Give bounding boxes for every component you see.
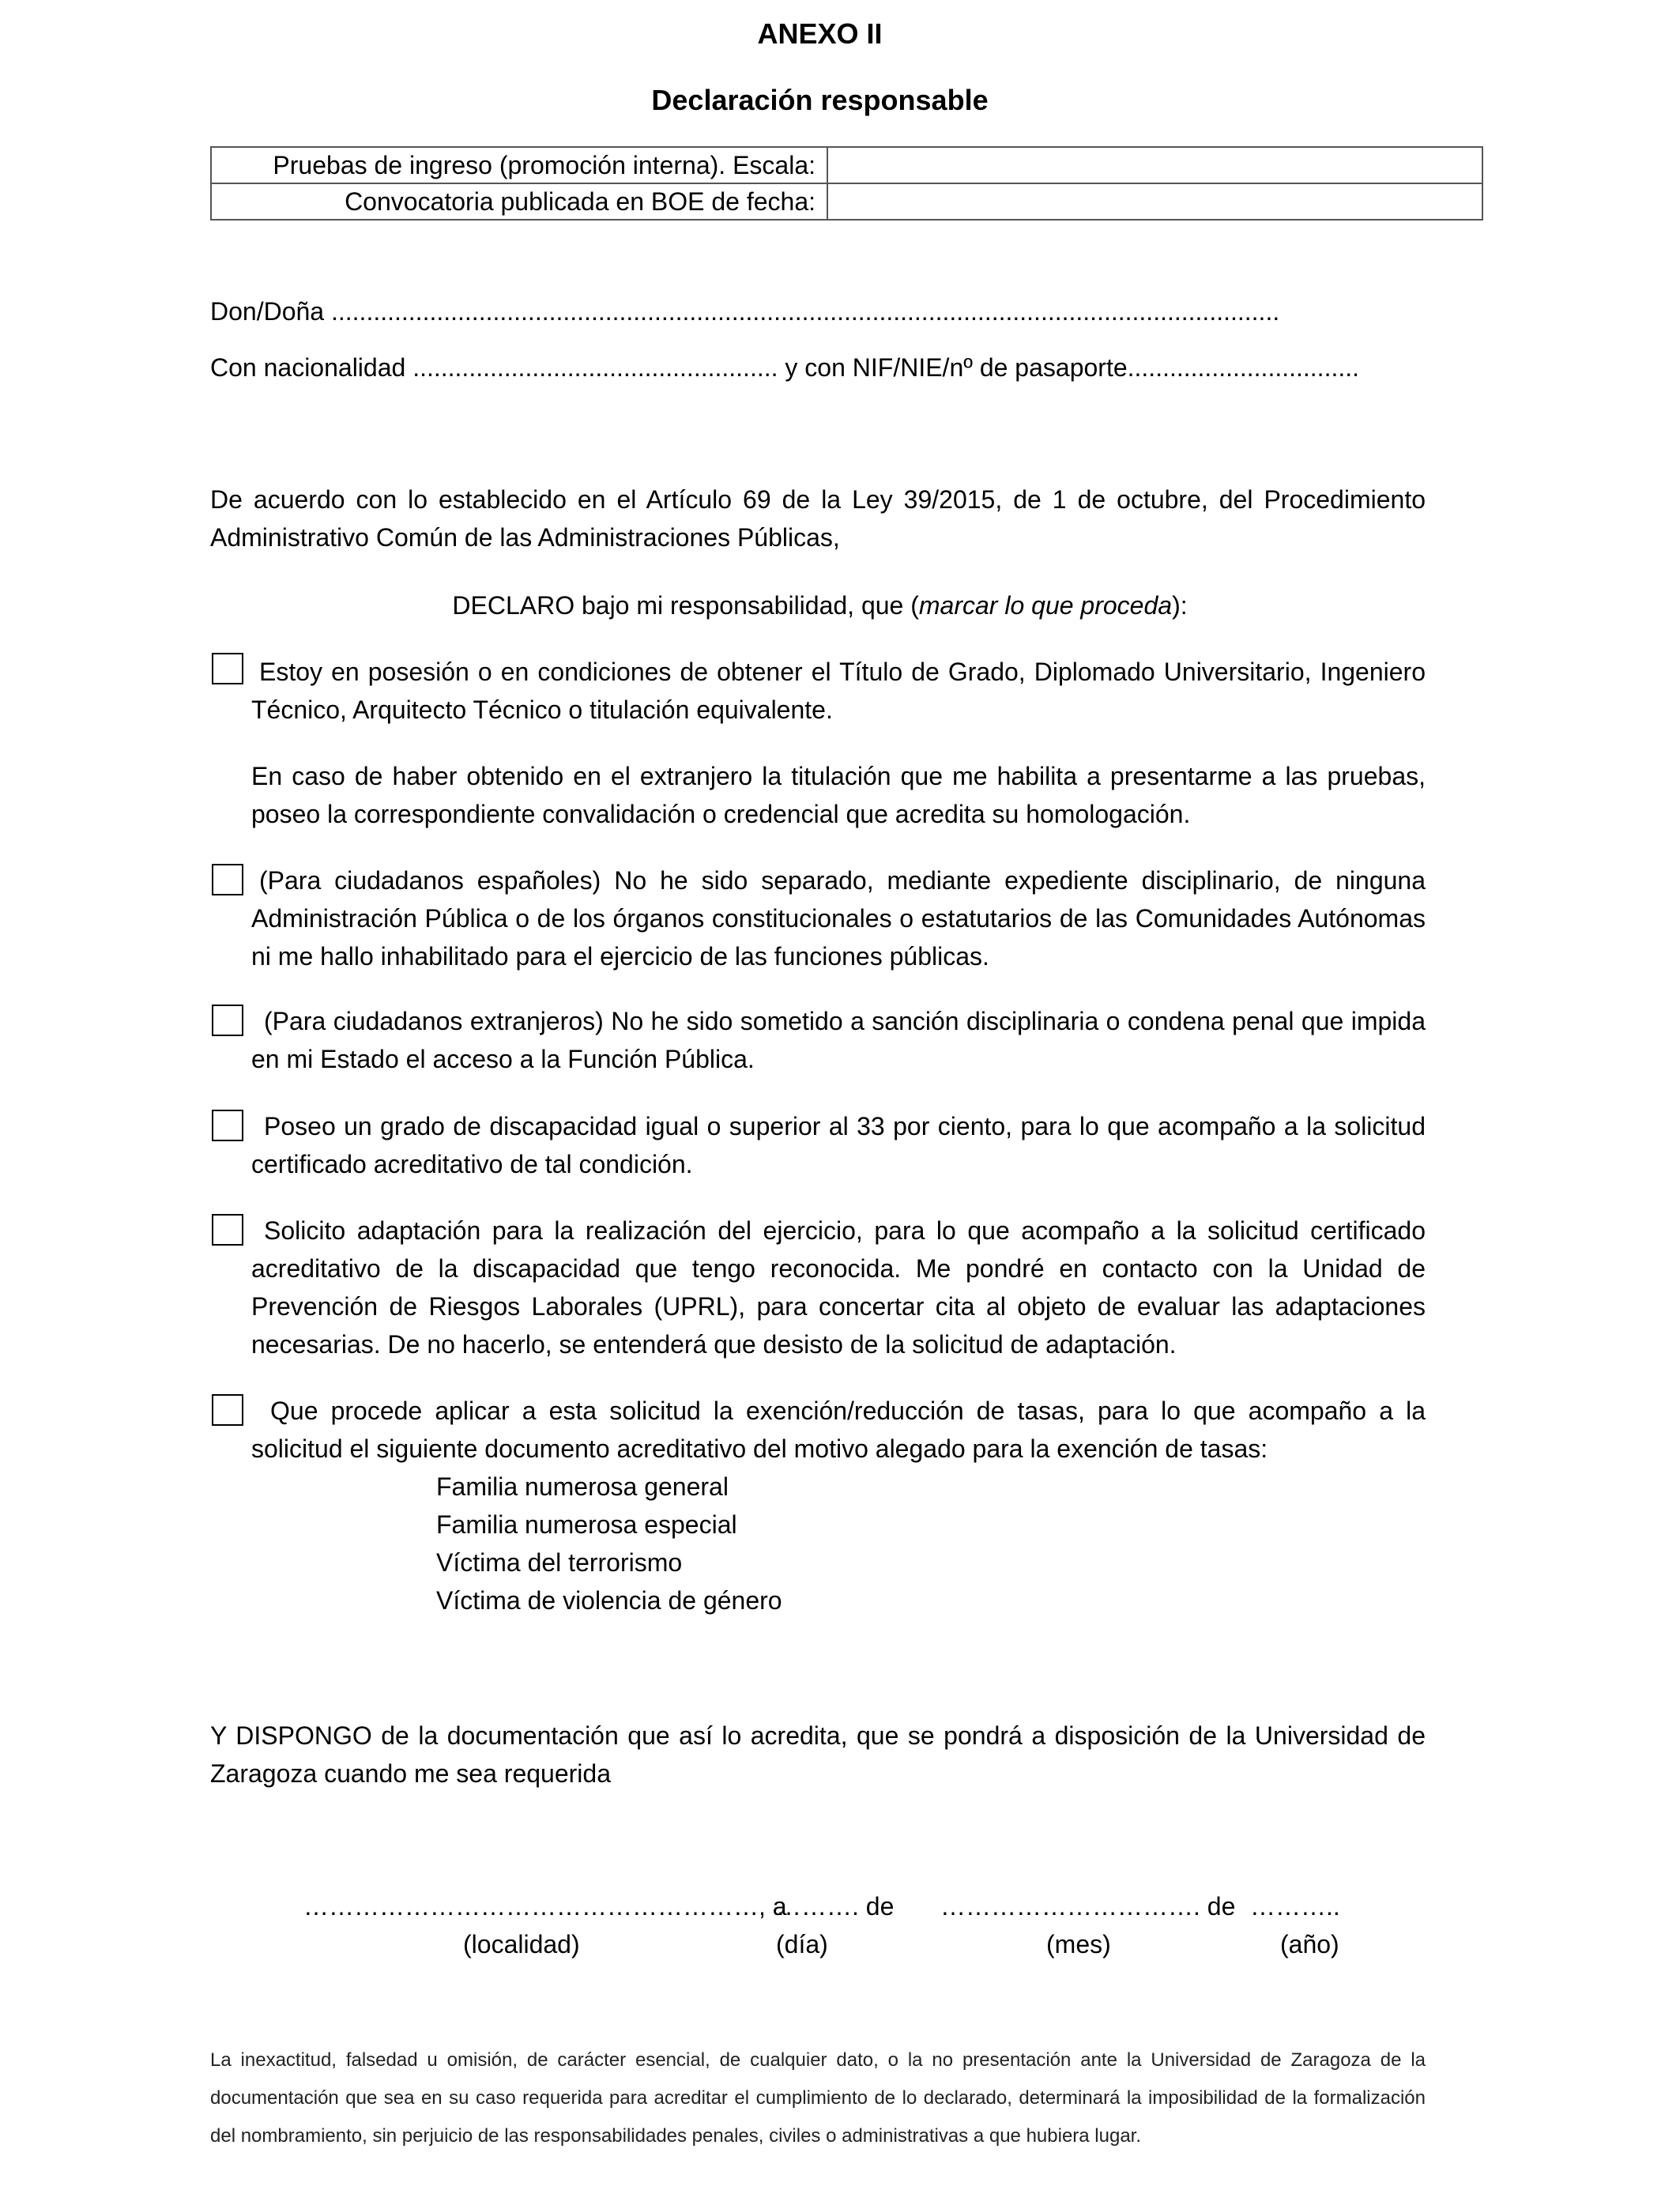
checkbox-exencion[interactable]	[212, 1394, 243, 1426]
page-subtitle: Declaración responsable	[651, 84, 989, 116]
item-discapacidad: Poseo un grado de discapacidad igual o superior al 33 por ciento, para lo que acompaño a la solicitud certificado acreditativo de tal condición.	[251, 1112, 1426, 1178]
dia-field[interactable]: ………. de	[776, 1892, 895, 1921]
header-table	[210, 146, 1483, 221]
declaro-prefix: DECLARO bajo mi responsabilidad, que (	[452, 591, 919, 620]
footnote: La inexactitud, falsedad u omisión, de carácter esencial, de cualquier dato, o la no presentación ante la Universidad de Zaragoza de la documentación que sea en su caso requerida para acreditar el cumplimiento de lo declarado, determinará la imposibilidad de la formalización del nombramiento, sin perjuicio de las responsabilidades penales, civiles o administrativas a que hubiera lugar.	[210, 2049, 1426, 2147]
mes-field[interactable]: …………………………. de	[940, 1892, 1236, 1921]
escala-label: Pruebas de ingreso (promoción interna). Escala:	[211, 147, 827, 183]
boe-fecha-label: Convocatoria publicada en BOE de fecha:	[211, 183, 827, 220]
declaro-italic: marcar lo que proceda	[918, 591, 1173, 620]
table-row	[211, 183, 1482, 220]
list-item: Víctima de violencia de género	[436, 1586, 782, 1615]
declaro-suffix: ):	[1172, 591, 1188, 620]
localidad-label: (localidad)	[463, 1930, 580, 1958]
table-row	[211, 147, 1482, 183]
localidad-field[interactable]: ………………………………………………, a	[303, 1892, 787, 1921]
dispongo-paragraph: Y DISPONGO de la documentación que así lo acredita, que se pondrá a disposición de la Universidad de Zaragoza cuando me sea requerida	[210, 1721, 1426, 1788]
item-extranjero-titulacion: En caso de haber obtenido en el extranjero la titulación que me habilita a presentarme a las pruebas, poseo la correspondiente convalidación o credencial que acredita su homologación.	[251, 762, 1426, 828]
list-item: Familia numerosa especial	[436, 1510, 737, 1539]
checkbox-discapacidad[interactable]	[212, 1110, 243, 1141]
mes-label: (mes)	[1046, 1930, 1111, 1958]
checkbox-espanoles[interactable]	[212, 864, 243, 895]
list-item: Víctima del terrorismo	[436, 1548, 683, 1577]
checkbox-adaptacion[interactable]	[212, 1214, 243, 1246]
nacionalidad-line[interactable]: Con nacionalidad .................................................... y con NIF/NIE/nº de pasaporte.................................	[210, 353, 1360, 382]
declaro-line	[0, 586, 1640, 624]
list-item: Familia numerosa general	[436, 1472, 729, 1501]
escala-input[interactable]	[827, 147, 1482, 183]
checkbox-titulo[interactable]	[212, 653, 243, 684]
anio-label: (año)	[1280, 1930, 1339, 1958]
item-titulo: Estoy en posesión o en condiciones de obtener el Título de Grado, Diplomado Universitario, Ingeniero Técnico, Arquitecto Técnico o titulación equivalente.	[251, 658, 1426, 724]
don-dona-line[interactable]: Don/Doña .......................................................................................................................................	[210, 297, 1280, 326]
item-adaptacion: Solicito adaptación para la realización del ejercicio, para lo que acompaño a la solicitud certificado acreditativo de la discapacidad que tengo reconocida. Me pondré en contacto con la Unidad de Prevención de Riesgos Laborales (UPRL), para concertar cita al objeto de evaluar las adaptaciones necesarias. De no hacerlo, se entenderá que desisto de la solicitud de adaptación.	[251, 1216, 1426, 1359]
dia-label: (día)	[776, 1930, 828, 1958]
item-espanoles: (Para ciudadanos españoles) No he sido separado, mediante expediente disciplinario, de ninguna Administración Pública o de los órganos constitucionales o estatutarios de las Comunidades Autónomas ni me hallo inhabilitado para el ejercicio de las funciones públicas.	[251, 866, 1426, 971]
item-exencion: Que procede aplicar a esta solicitud la exención/reducción de tasas, para lo que acompaño a la solicitud el siguiente documento acreditativo del motivo alegado para la exención de tasas:	[251, 1397, 1426, 1463]
checkbox-extranjeros[interactable]	[212, 1005, 243, 1036]
intro-paragraph: De acuerdo con lo establecido en el Artículo 69 de la Ley 39/2015, de 1 de octubre, del Procedimiento Administrativo Común de las Administraciones Públicas,	[210, 485, 1426, 552]
exemptions-list	[436, 1468, 782, 1619]
item-extranjeros: (Para ciudadanos extranjeros) No he sido sometido a sanción disciplinaria o condena penal que impida en mi Estado el acceso a la Función Pública.	[251, 1007, 1426, 1073]
anio-field[interactable]: ………..	[1250, 1892, 1340, 1921]
boe-fecha-input[interactable]	[827, 183, 1482, 220]
page-title: ANEXO II	[757, 17, 883, 50]
